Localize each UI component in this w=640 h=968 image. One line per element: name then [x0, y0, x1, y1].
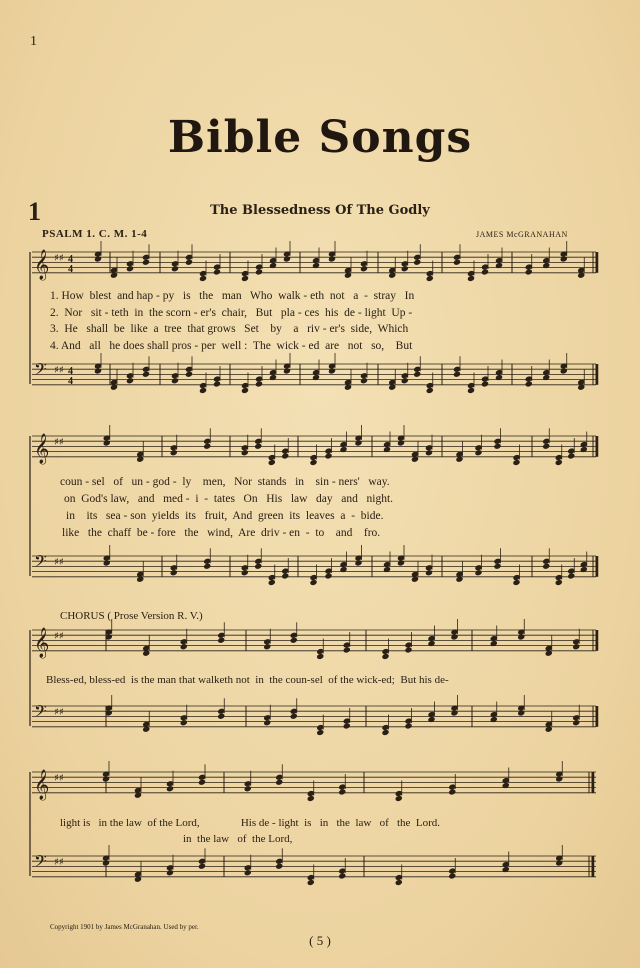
- note-head: [94, 255, 102, 262]
- note-head: [244, 869, 252, 876]
- key-signature: ♯♯: [54, 631, 64, 642]
- note-head: [281, 572, 289, 579]
- note-head: [94, 367, 102, 374]
- note-head: [354, 559, 362, 566]
- note-head: [307, 795, 315, 802]
- verse-line: 1. How blest and hap - py is the man Who walk - eth not a - stray In: [50, 290, 415, 302]
- note-head: [555, 579, 563, 586]
- note-head: [254, 443, 262, 450]
- note-head: [425, 449, 433, 456]
- note-head: [290, 637, 298, 644]
- verse-line: in its sea - son yields its fruit, And green its leaves a - bide.: [66, 510, 384, 522]
- note-head: [254, 563, 262, 570]
- page-title: Bible Songs: [167, 112, 473, 163]
- note-head: [572, 643, 580, 650]
- note-head: [555, 459, 563, 466]
- note-head: [525, 380, 533, 387]
- note-head: [450, 633, 458, 640]
- note-head: [185, 259, 193, 266]
- note-head: [203, 563, 211, 570]
- note-head: [381, 729, 389, 736]
- note-head: [103, 559, 111, 566]
- chorus-line: light is in the law of the Lord, His de - light is in the law of the Lord.: [60, 817, 441, 829]
- note-head: [170, 449, 178, 456]
- note-head: [555, 859, 563, 866]
- verse-line: 2. Nor sit - teth in the scorn - er's chair, But pla - ces his de - light Up -: [50, 307, 413, 319]
- time-signature: 4: [68, 254, 73, 265]
- note-head: [395, 795, 403, 802]
- note-head: [493, 563, 501, 570]
- note-head: [493, 443, 501, 450]
- note-head: [474, 569, 482, 576]
- note-head: [425, 569, 433, 576]
- bass-clef: 𝄢: [34, 551, 47, 575]
- note-head: [338, 872, 346, 879]
- verse-line: coun - sel of un - god - ly men, Nor stands in sin - ners' way.: [60, 476, 390, 488]
- note-head: [397, 439, 405, 446]
- note-head: [244, 785, 252, 792]
- note-head: [268, 579, 276, 586]
- note-head: [102, 775, 110, 782]
- note-head: [560, 367, 568, 374]
- note-head: [404, 722, 412, 729]
- note-head: [102, 859, 110, 866]
- note-head: [170, 569, 178, 576]
- note-head: [126, 377, 134, 384]
- chorus-line-alt: in the law of the Lord,: [183, 833, 293, 845]
- note-head: [555, 775, 563, 782]
- hymn-subtitle: The Blessedness Of The Godly: [210, 203, 430, 218]
- note-head: [199, 275, 207, 282]
- note-head: [426, 387, 434, 394]
- note-head: [397, 559, 405, 566]
- note-head: [198, 863, 206, 870]
- note-head: [213, 380, 221, 387]
- note-head: [241, 275, 249, 282]
- note-head: [309, 459, 317, 466]
- note-head: [542, 563, 550, 570]
- bass-clef: 𝄢: [34, 359, 47, 383]
- meter-label: PSALM 1. C. M. 1-4: [42, 228, 148, 240]
- note-head: [413, 371, 421, 378]
- note-head: [198, 779, 206, 786]
- page-number: ( 5 ): [309, 933, 331, 948]
- note-head: [316, 653, 324, 660]
- note-head: [426, 275, 434, 282]
- note-head: [448, 788, 456, 795]
- composer-label: JAMES McGRANAHAN: [476, 230, 568, 239]
- note-head: [217, 637, 225, 644]
- note-head: [171, 377, 179, 384]
- note-head: [283, 367, 291, 374]
- note-head: [448, 872, 456, 879]
- note-head: [171, 265, 179, 272]
- chorus-line: Bless-ed, bless-ed is the man that walketh not in the coun-sel of the wick-ed; But his de-: [46, 674, 449, 686]
- note-head: [241, 569, 249, 576]
- note-head: [517, 633, 525, 640]
- treble-clef: 𝄞: [34, 770, 50, 800]
- note-head: [255, 380, 263, 387]
- note-head: [166, 869, 174, 876]
- treble-clef: 𝄞: [34, 628, 50, 658]
- bass-clef: 𝄢: [34, 701, 47, 725]
- note-head: [126, 265, 134, 272]
- note-head: [199, 387, 207, 394]
- note-head: [453, 371, 461, 378]
- verse-line: on God's law, and med - i - tates On His law day and night.: [64, 493, 394, 505]
- note-head: [395, 879, 403, 886]
- note-head: [360, 265, 368, 272]
- note-head: [401, 377, 409, 384]
- bass-clef: 𝄢: [34, 851, 47, 875]
- note-head: [241, 449, 249, 456]
- note-head: [309, 579, 317, 586]
- copyright-note: Copyright 1901 by James McGranahan. Used by per.: [50, 923, 199, 931]
- note-head: [401, 265, 409, 272]
- note-head: [453, 259, 461, 266]
- note-head: [255, 268, 263, 275]
- note-head: [360, 377, 368, 384]
- note-head: [263, 719, 271, 726]
- key-signature: ♯♯: [54, 707, 64, 718]
- note-head: [567, 452, 575, 459]
- note-head: [481, 380, 489, 387]
- key-signature: ♯♯: [54, 773, 64, 784]
- note-head: [572, 719, 580, 726]
- note-head: [180, 643, 188, 650]
- note-head: [142, 259, 150, 266]
- chorus-label: CHORUS ( Prose Version R. V.): [60, 610, 203, 622]
- note-head: [268, 459, 276, 466]
- note-head: [404, 646, 412, 653]
- note-head: [542, 443, 550, 450]
- note-head: [213, 268, 221, 275]
- treble-clef: 𝄞: [34, 250, 50, 280]
- note-head: [467, 387, 475, 394]
- note-head: [316, 729, 324, 736]
- note-head: [324, 572, 332, 579]
- note-head: [166, 785, 174, 792]
- note-head: [185, 371, 193, 378]
- note-head: [275, 863, 283, 870]
- note-head: [103, 439, 111, 446]
- verse-line: 3. He shall be like a tree that grows Set by a riv - er's side, Which: [50, 323, 409, 335]
- note-head: [343, 646, 351, 653]
- note-head: [142, 371, 150, 378]
- note-head: [217, 713, 225, 720]
- time-signature: 4: [68, 264, 73, 275]
- note-head: [512, 459, 520, 466]
- note-head: [180, 719, 188, 726]
- note-head: [381, 653, 389, 660]
- note-head: [343, 722, 351, 729]
- note-head: [328, 255, 336, 262]
- note-head: [517, 709, 525, 716]
- note-head: [338, 788, 346, 795]
- note-head: [567, 572, 575, 579]
- note-head: [354, 439, 362, 446]
- hymn-number: 1: [28, 197, 41, 226]
- time-signature: 4: [68, 366, 73, 377]
- note-head: [413, 259, 421, 266]
- key-signature: ♯♯: [54, 253, 64, 264]
- key-signature: ♯♯: [54, 857, 64, 868]
- note-head: [324, 452, 332, 459]
- note-head: [290, 713, 298, 720]
- treble-clef: 𝄞: [34, 434, 50, 464]
- verse-line: 4. And all he does shall pros - per well : The wick - ed are not so, But: [50, 340, 413, 352]
- time-signature: 4: [68, 376, 73, 387]
- key-signature: ♯♯: [54, 557, 64, 568]
- note-head: [467, 275, 475, 282]
- note-head: [512, 579, 520, 586]
- note-head: [525, 268, 533, 275]
- key-signature: ♯♯: [54, 365, 64, 376]
- note-head: [560, 255, 568, 262]
- note-head: [283, 255, 291, 262]
- note-head: [281, 452, 289, 459]
- note-head: [241, 387, 249, 394]
- key-signature: ♯♯: [54, 437, 64, 448]
- note-head: [328, 367, 336, 374]
- note-head: [474, 449, 482, 456]
- corner-mark: 1: [30, 34, 37, 49]
- note-head: [450, 709, 458, 716]
- note-head: [481, 268, 489, 275]
- note-head: [275, 779, 283, 786]
- note-head: [203, 443, 211, 450]
- note-head: [307, 879, 315, 886]
- verse-line: like the chaff be - fore the wind, Are driv - en - to and fro.: [62, 527, 381, 539]
- note-head: [263, 643, 271, 650]
